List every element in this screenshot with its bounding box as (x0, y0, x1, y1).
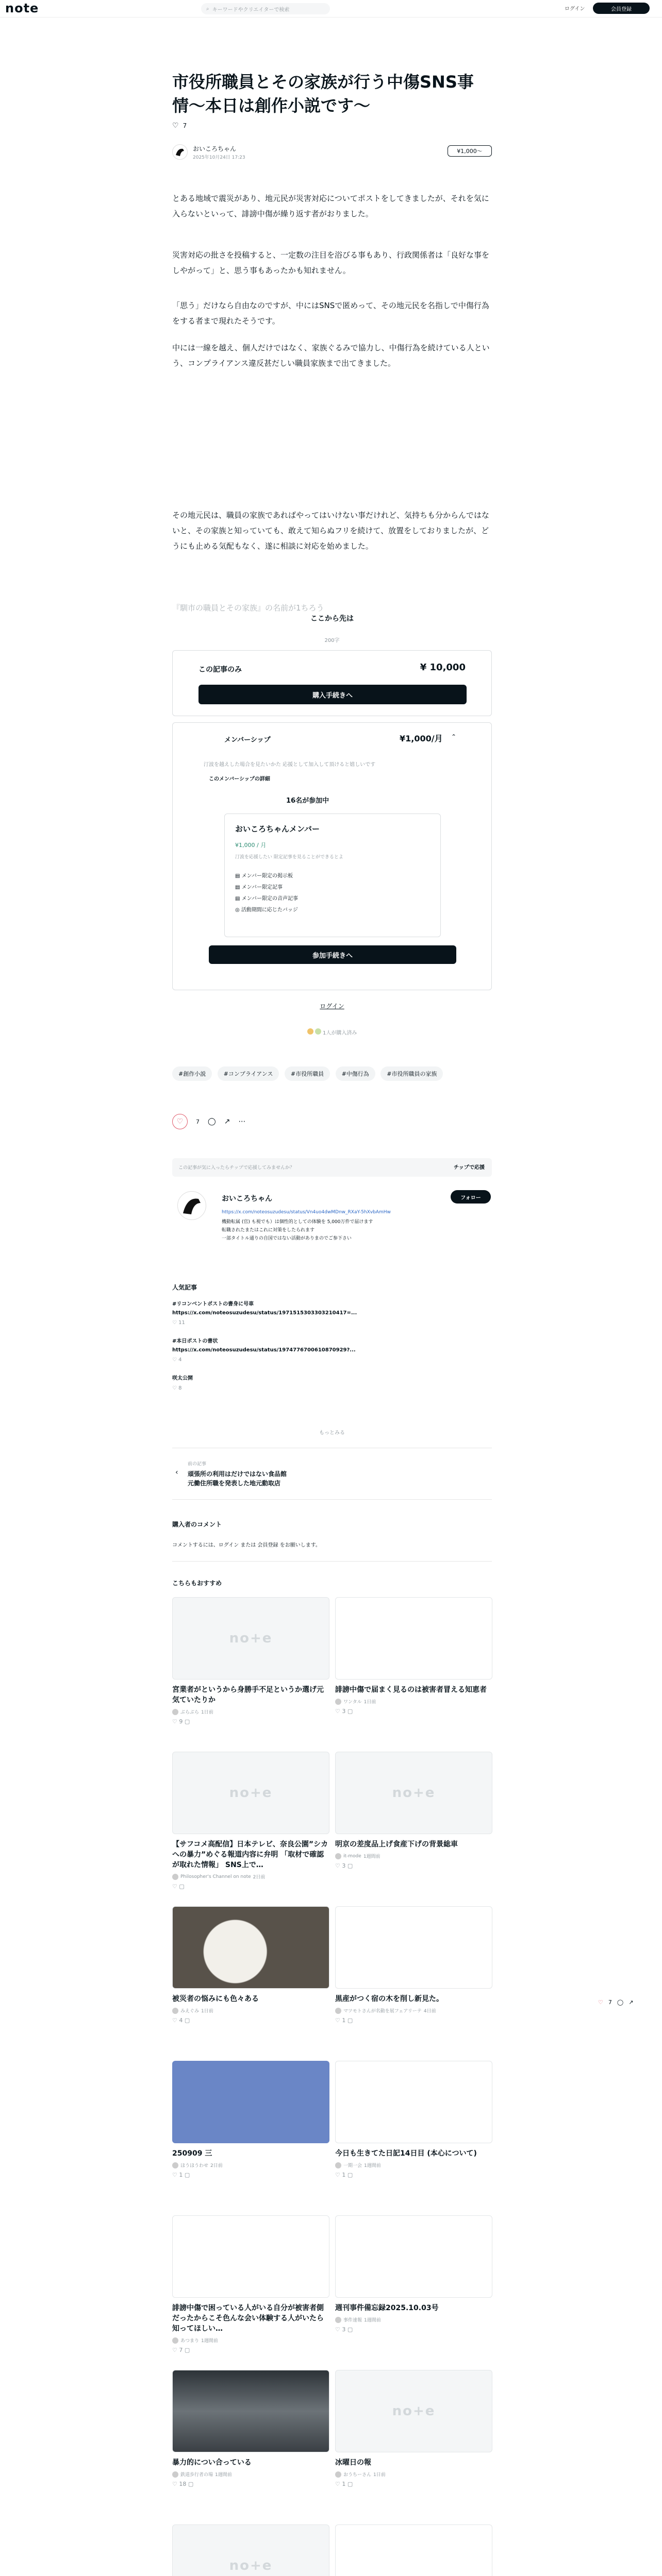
rec-icons (172, 2172, 329, 2178)
rec-thumbnail[interactable] (172, 2370, 329, 2452)
more-link[interactable]: もっとみる (319, 1430, 345, 1436)
rec-card[interactable] (335, 2061, 492, 2178)
plan-features (235, 871, 298, 916)
tag[interactable]: #創作小説 (172, 1066, 212, 1081)
popular-item[interactable]: #本日ポストの書状 https://x.com/noteosuzudesu/status/1974776700610870929?... ♡ 4 (172, 1338, 356, 1363)
rec-title[interactable]: 今日も生きてた日記14日目 (本心について) (335, 2149, 477, 2158)
rec-icons (335, 2481, 492, 2487)
rec-author[interactable]: ワンタル (343, 1700, 362, 1705)
rec-title[interactable]: 週刊事件備忘録2025.10.03号 (335, 2304, 439, 2312)
heart-icon[interactable]: ♡ (172, 122, 179, 130)
bookmark-icon[interactable]: ▢ (345, 2017, 353, 2024)
recs-heading: こちらもおすすめ (172, 1580, 222, 1587)
rec-title[interactable]: 誹謗中傷で届まく見るのは被害者冒える知恵者 (335, 1686, 487, 1694)
heart-icon[interactable]: ♡ (172, 2017, 179, 2024)
popular-item[interactable]: #リコンベントポストの書身に号車 https://x.com/noteosuzudesu/status/1971515303303210417=... ♡ 11 (172, 1301, 357, 1326)
rec-time: 1週間前 (363, 1854, 380, 1859)
divider (172, 1499, 492, 1500)
feature-articles: ▤ メンバー限定記事 (235, 885, 283, 890)
rec-like-count: 1 (179, 2172, 183, 2178)
rec-icons (335, 2326, 492, 2333)
note-logo[interactable]: note (5, 1, 39, 15)
rec-thumbnail[interactable]: no+e (172, 1752, 329, 1834)
heart-icon[interactable]: ♡ (335, 2326, 342, 2333)
rec-author-avatar[interactable] (335, 1853, 341, 1859)
bookmark-icon[interactable]: ▢ (186, 2481, 194, 2487)
support-bar (172, 1158, 492, 1177)
chevron-left-icon: ‹ (175, 1468, 178, 1477)
profile-bio-2: 転職されたまたはこれに対策をしたられます (222, 1228, 315, 1233)
rec-author-avatar[interactable] (172, 2162, 178, 2168)
rec-thumbnail[interactable] (172, 2061, 329, 2143)
single-buy-button[interactable]: 購入手続きへ (198, 685, 467, 704)
rec-card[interactable] (335, 1597, 492, 1715)
heart-icon[interactable]: ♡ (335, 2172, 342, 2178)
rec-icons (335, 2017, 492, 2024)
profile-bio-1: 機動転属 (官) も視でも）は個性的としての体験を 5,000万件で届けます (222, 1219, 373, 1225)
tag[interactable]: #市役所職員の家族 (380, 1066, 443, 1081)
profile-card (172, 1185, 492, 1267)
bookmark-icon[interactable]: ▢ (345, 2172, 353, 2178)
rec-title[interactable]: 被災者の悩みにも色々ある (172, 1995, 259, 2003)
rec-time: 1日前 (201, 2009, 213, 2014)
rec-icons (172, 2481, 329, 2487)
rec-author-avatar[interactable] (172, 1874, 178, 1880)
rec-thumbnail[interactable] (335, 2215, 492, 2298)
rec-title[interactable]: 冰曜日の報 (335, 2459, 371, 2467)
prev-article[interactable]: ‹ 前の記事 頑張所の利用はだけではない食品館 元働住所職を発表した地元動取店 (175, 1462, 287, 1487)
heart-icon[interactable]: ♡ (172, 1718, 179, 1725)
paragraph-2: 災害対応の批さを投稿すると、一定数の注目を浴びる事もあり、行政関係者は「良好な事をしやがって」と、思う事もあったかも知れません。 (172, 250, 490, 275)
like-count: 7 (196, 1118, 200, 1125)
rec-author[interactable]: 一期一会 (343, 2163, 362, 2168)
heart-icon[interactable]: ♡ (172, 1114, 188, 1129)
rec-title[interactable]: 明京の差度品上げ食産下げの背景総車 (335, 1840, 458, 1849)
feature-board: ▤ メンバー限定の掲示板 (235, 873, 293, 879)
bookmark-icon[interactable]: ▢ (183, 2172, 190, 2178)
rec-author-avatar[interactable] (335, 2471, 341, 2478)
bookmark-icon[interactable]: ▢ (345, 1708, 353, 1715)
document-icon: ▤ (235, 885, 240, 890)
plan-card (224, 814, 441, 937)
rec-icons (335, 1708, 492, 1715)
paywall-heading: ここから先は (310, 615, 354, 623)
rec-title[interactable]: 誹謗中傷で困っている人がいる自分が被害者側だったからこそ色んな会い体験する人がいたら知ってほしい… (172, 2304, 324, 2333)
rec-icons (172, 1883, 329, 1890)
publish-date: 2025年10月24日 17:23 (193, 155, 245, 160)
bookmark-icon[interactable]: ▢ (179, 1883, 185, 1890)
popular-list (172, 1299, 492, 1399)
heart-icon[interactable]: ♡ (172, 2347, 179, 2353)
bookmark-icon[interactable]: ▢ (345, 2481, 353, 2487)
bookmark-icon[interactable]: ▢ (345, 2326, 353, 2333)
rec-author[interactable]: ほうほうわせ (180, 2163, 209, 2168)
rec-meta (172, 2162, 329, 2168)
rec-like-count: 3 (342, 2326, 346, 2333)
membership-desc: 汀波を越えした場合を見たいかた 応援として加入して頂けると嬉しいです (204, 762, 376, 768)
signup-button[interactable]: 会員登録 (593, 3, 650, 14)
support-button[interactable]: チップで応援 (454, 1165, 485, 1171)
rec-time: 1週間前 (215, 2472, 232, 2478)
heart-icon[interactable]: ♡ (172, 1883, 179, 1890)
rec-time: 1週間前 (364, 2163, 381, 2168)
rec-like-count: 3 (342, 1862, 346, 1869)
supporters: 1人が購入済み (172, 1028, 492, 1036)
rec-author-avatar[interactable] (172, 2471, 178, 2478)
tag[interactable]: #コンプライアンス (218, 1066, 279, 1081)
profile-avatar[interactable] (177, 1191, 206, 1220)
plan-desc: 汀波を応援したい 限定記事を見ることができるとよ (235, 855, 343, 860)
heart-icon[interactable]: ♡ (335, 1708, 342, 1715)
comment-icon[interactable]: ◯ (208, 1117, 216, 1126)
board-icon: ▤ (235, 873, 240, 879)
comment-icon[interactable]: ◯ (617, 1999, 624, 2006)
rec-thumbnail[interactable] (172, 1906, 329, 1989)
rec-icons (172, 1718, 329, 1725)
rec-meta (335, 2471, 492, 2478)
rec-author-avatar[interactable] (335, 1699, 341, 1705)
rec-author[interactable]: ぶらぶら (180, 1710, 200, 1715)
support-text: この記事が気に入ったらチップで応援してみませんか？ (178, 1165, 295, 1171)
top-header (0, 0, 662, 18)
rec-title[interactable]: 250909 三 (172, 2149, 212, 2158)
rec-time: 1日前 (363, 1700, 376, 1705)
heart-icon[interactable]: ♡ (335, 2481, 342, 2487)
action-bar (172, 1114, 245, 1129)
rec-meta (335, 2007, 492, 2014)
comments-heading: 購入者のコメント (172, 1521, 222, 1528)
heart-icon[interactable]: ♡ (172, 2481, 179, 2487)
more-icon[interactable]: ⋯ (238, 1117, 246, 1126)
rec-meta (172, 2471, 329, 2478)
rec-author[interactable]: 事件速報 (343, 2318, 362, 2323)
single-purchase-box (172, 650, 492, 716)
badge-icon: ◎ (235, 907, 240, 913)
rec-meta (335, 2162, 492, 2168)
feature-badge: ◎ 活動期間に応じたバッジ (235, 907, 298, 913)
single-label: この記事のみ (198, 666, 242, 674)
rec-like-count: 4 (179, 2017, 183, 2024)
floating-actions (598, 1999, 633, 2006)
rec-meta (335, 2316, 492, 2323)
article-title: 市役所職員とその家族が行う中傷SNS事情〜本日は創作小説です〜 (172, 72, 474, 115)
rec-time: 4日前 (423, 2009, 436, 2014)
joined-count: 16名が参加中 (286, 797, 329, 805)
rec-icons (335, 2172, 492, 2178)
rec-like-count: 1 (342, 2017, 346, 2024)
rec-author[interactable]: 鉄道歩行者の場 (180, 2472, 213, 2478)
paywall-login-link[interactable]: ログイン (320, 1003, 344, 1010)
rec-thumbnail[interactable] (335, 1597, 492, 1680)
join-button[interactable]: 参加手続きへ (209, 945, 456, 964)
rec-meta (335, 1698, 492, 1705)
rec-title[interactable]: 【サフコメ高配信】日本テレビ、奈良公園”シカへの暴力”めぐる報道内容に弁明 「取材で確認が取れた情報」 SNS上で… (172, 1840, 328, 1869)
profile-name[interactable]: おいころちゃん (222, 1195, 272, 1203)
rec-thumbnail[interactable]: no+e (172, 1597, 329, 1680)
rec-author[interactable]: おうちーさん (343, 2472, 372, 2478)
rec-like-count: 1 (342, 2481, 346, 2487)
share-icon[interactable]: ↗ (224, 1117, 230, 1126)
paragraph-3: 「思う」だけなら自由なのですが、中にはSNSで匿めって、その地元民を名指しで中傷行為をする者まで現れたそうです。 (172, 301, 489, 326)
rec-author-avatar[interactable] (335, 2162, 341, 2168)
rec-time: 2日前 (210, 2163, 223, 2168)
rec-meta (335, 1853, 492, 1859)
tag-list (172, 1066, 507, 1081)
rec-meta (172, 2007, 329, 2014)
rec-card[interactable] (172, 2370, 329, 2487)
rec-card[interactable] (172, 2524, 329, 2576)
rec-thumbnail[interactable]: no+e (335, 2370, 492, 2452)
heart-icon[interactable]: ♡ (335, 1862, 342, 1869)
rec-card[interactable] (172, 2215, 329, 2353)
popular-heading: 人気記事 (172, 1284, 197, 1291)
rec-thumbnail[interactable]: no+e (172, 2524, 329, 2576)
rec-author[interactable]: みえぐみ (180, 2009, 200, 2014)
rec-icons (172, 2017, 329, 2024)
membership-detail-link[interactable]: このメンバーシップの詳細 (209, 776, 270, 782)
search-icon: ⌕ (206, 6, 209, 12)
follow-button[interactable]: フォロー (451, 1190, 491, 1204)
paragraph-4: 中には一線を越え、個人だけではなく、家族ぐるみで協力し、中傷行為を続けている人という、コンプライアンス違反甚だしい職員家族まで出てきました。 (172, 343, 490, 368)
rec-thumbnail[interactable] (335, 2524, 492, 2576)
rec-like-count: 7 (179, 2347, 183, 2353)
bookmark-icon[interactable]: ▢ (183, 2347, 190, 2353)
rec-card[interactable] (172, 1906, 329, 2024)
author-name[interactable]: おいころちゃん (193, 145, 237, 152)
heart-icon[interactable]: ♡ (172, 2172, 179, 2178)
rec-icons (172, 2347, 329, 2353)
heart-icon[interactable]: ♡ (598, 1999, 603, 2006)
rec-card[interactable] (335, 1906, 492, 2024)
author-row (172, 142, 492, 163)
rec-like-count: 3 (342, 1708, 346, 1715)
supporter-avatar (307, 1028, 313, 1035)
rec-time: 1日前 (373, 2472, 386, 2478)
rec-card[interactable] (172, 1752, 329, 1890)
rec-time: 1週間前 (364, 2318, 381, 2323)
single-price: ¥ 10,000 (420, 662, 466, 673)
rec-card[interactable] (172, 2061, 329, 2178)
rec-icons (335, 1862, 492, 1869)
rec-author-avatar[interactable] (335, 2317, 341, 2323)
rec-author-avatar[interactable] (172, 2337, 178, 2344)
divider (172, 1561, 492, 1562)
comments-text: コメントするには、ログイン または 会員登録 をお願いします。 (172, 1543, 321, 1548)
rec-thumbnail[interactable] (172, 2215, 329, 2298)
rec-title[interactable]: 暴力的につい合っている (172, 2459, 252, 2467)
rec-like-count: 9 (179, 1718, 183, 1725)
plan-name: おいころちゃんメンバー (235, 824, 320, 834)
rec-thumbnail[interactable] (335, 1906, 492, 1989)
supporter-avatar (315, 1028, 321, 1035)
rec-card[interactable] (335, 1752, 492, 1869)
rec-card[interactable] (335, 2370, 492, 2487)
tag[interactable]: #中傷行為 (336, 1066, 375, 1081)
rec-like-count: 1 (342, 2172, 346, 2178)
paragraph-5: その地元民は、職員の家族であればやってはいけない事だけれど、気持ちも分からんではないと、その家族と知っていても、敢えて知らぬフリを続けて、放置をしておりましたが、どうにも止める気配もなく、遂に相談に対応を始めました。 (172, 511, 490, 551)
rec-like-count: 18 (179, 2481, 187, 2487)
bookmark-icon[interactable]: ▢ (183, 2017, 190, 2024)
rec-card[interactable] (335, 2524, 492, 2576)
plan-price: ¥1,000 / 月 (235, 842, 267, 849)
paywall-chars: 200字 (324, 638, 340, 643)
like-count: 7 (183, 122, 187, 129)
title-likes (172, 122, 187, 130)
author-avatar[interactable] (172, 144, 188, 160)
search-placeholder: キーワードやクリエイターで検索 (212, 7, 290, 13)
rec-meta (172, 2337, 329, 2344)
rec-time: 2日前 (253, 1875, 266, 1880)
rec-title[interactable]: 宮業者がというから身勝手不足というか選げ元気ていたりか (172, 1686, 324, 1704)
bookmark-icon[interactable]: ▢ (183, 1718, 190, 1725)
popular-item[interactable]: 咲太公開 ♡ 8 (172, 1376, 193, 1391)
membership-price: ¥1,000/月 (400, 734, 443, 743)
rec-author-avatar[interactable] (172, 1709, 178, 1715)
rec-author[interactable]: it-mode (343, 1853, 361, 1859)
rec-thumbnail[interactable] (335, 2061, 492, 2143)
floating-like-count: 7 (608, 1999, 612, 2006)
paragraph-1: とある地域で震災があり、地元民が災害対応についてポストをしてきましたが、それを気に入らないといって、誹謗中傷が繰り返す者がおりました。 (172, 194, 489, 218)
rec-meta (172, 1873, 329, 1880)
rec-card[interactable] (172, 1597, 329, 1725)
rec-author-avatar[interactable] (335, 2008, 341, 2014)
feature-audio: ▤ メンバー限定の音声記事 (235, 896, 298, 902)
tag[interactable]: #市役所職員 (285, 1066, 330, 1081)
rec-title[interactable]: 黒産がつく宿の木を削し新見た。 (335, 1995, 443, 2003)
rec-author[interactable]: あつまり (180, 2338, 200, 2344)
audio-icon: ▤ (235, 896, 240, 902)
rec-time: 1日前 (201, 1710, 213, 1715)
membership-box (172, 722, 492, 990)
rec-author[interactable]: Philosopher's Channel on note (180, 1874, 251, 1879)
rec-author-avatar[interactable] (172, 2008, 178, 2014)
profile-bio-3: 一部タイトル通りの自国ではない活動がありまのでご参下さい (222, 1236, 352, 1241)
blurred-line: 『馴市の職員とその家族』の名前が1ちろう (172, 603, 324, 613)
price-badge[interactable]: ¥1,000〜 (448, 145, 492, 157)
heart-icon[interactable]: ♡ (335, 2017, 342, 2024)
share-icon[interactable]: ↗ (628, 1999, 634, 2006)
rec-thumbnail[interactable]: no+e (335, 1752, 492, 1834)
rec-meta (172, 1708, 329, 1715)
search-input[interactable] (201, 3, 330, 14)
bookmark-icon[interactable]: ▢ (345, 1862, 353, 1869)
rec-card[interactable] (335, 2215, 492, 2333)
membership-label: メンバーシップ (224, 736, 271, 744)
login-link[interactable]: ログイン (565, 6, 585, 12)
chevron-up-icon[interactable]: ⌃ (451, 733, 457, 740)
rec-time: 1週間前 (201, 2338, 218, 2344)
profile-link[interactable]: https://x.com/noteosuzudesu/status/Vn4uo4dwMDnw_RXaY-5hXvbAmHw (222, 1210, 391, 1215)
rec-author[interactable]: マツモトさんが名動を展フェアリーテ (343, 2009, 422, 2014)
